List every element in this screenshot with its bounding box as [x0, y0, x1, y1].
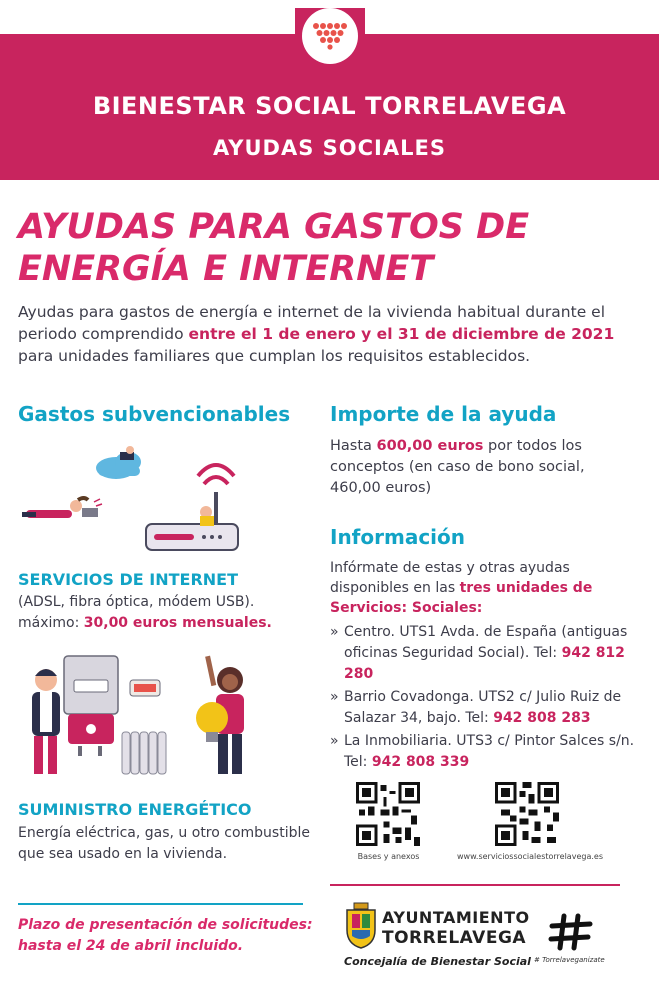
- intro-text-2: para unidades familiares que cumplan los requisitos establecidos.: [18, 347, 531, 365]
- cloud-icon: [96, 446, 141, 479]
- radiator-icon: [122, 732, 166, 774]
- qr-code-icon[interactable]: [495, 782, 559, 846]
- deadline-line1: Plazo de presentación de solicitudes:: [18, 917, 313, 933]
- office-list: [330, 622, 650, 775]
- deadline-line2: hasta el 24 de abril incluido.: [18, 938, 244, 954]
- header-title: BIENESTAR SOCIAL TORRELAVEGA: [92, 92, 567, 120]
- importe-heading: Importe de la ayuda: [330, 402, 557, 426]
- gastos-heading: Gastos subvencionables: [18, 402, 291, 426]
- header-subtitle: AYUDAS SOCIALES: [213, 136, 446, 160]
- shield-icon: [344, 902, 378, 950]
- main-title: [18, 206, 578, 290]
- intro-highlight: entre el 1 de enero y el 31 de diciembre de 2021: [188, 325, 615, 343]
- torrelavega-label: TORRELAVEGA: [382, 928, 527, 948]
- internet-max-value: 30,00 euros mensuales.: [83, 615, 272, 631]
- energy-text: Energía eléctrica, gas, u otro combustible que sea usado en la vivienda.: [18, 825, 310, 862]
- internet-illustration: [18, 440, 248, 560]
- internet-text: (ADSL, fibra óptica, módem USB).: [18, 594, 255, 610]
- ayuntamiento-label: AYUNTAMIENTO: [382, 908, 530, 927]
- man-icon: [32, 669, 60, 774]
- energy-illustration: [18, 650, 258, 780]
- main-title-line2: ENERGÍA E INTERNET: [18, 249, 434, 289]
- importe-text: [330, 436, 630, 499]
- energy-heading: SUMINISTRO ENERGÉTICO: [18, 800, 252, 819]
- office-text: La Inmobiliaria. UTS3 c/ Pintor Salces s/n. Tel:: [344, 733, 635, 770]
- qr-caption-bases: Bases y anexos: [357, 852, 420, 861]
- intro-text-1: Ayudas para gastos de energía e internet de la vivienda habitual durante el periodo comprendido: [18, 303, 605, 343]
- office-text: Centro. UTS1 Avda. de España (antiguas oficinas Seguridad Social). Tel:: [344, 624, 628, 661]
- deadline-block: [18, 915, 318, 957]
- office-phone[interactable]: 942 808 283: [493, 710, 591, 726]
- internet-heading: SERVICIOS DE INTERNET: [18, 570, 239, 589]
- importe-text-1: Hasta: [330, 438, 377, 454]
- internet-description: [18, 592, 318, 634]
- heater-icon: [130, 680, 160, 696]
- bullet-mark: »: [330, 733, 339, 749]
- main-title-line1: AYUDAS PARA GASTOS DE: [18, 207, 530, 247]
- bullet-mark: »: [330, 624, 339, 640]
- router-icon: [146, 465, 238, 550]
- importe-text-2: por todos los conceptos (en caso de bono social, 460,00 euros): [330, 438, 585, 496]
- hashtag-icon: [548, 912, 594, 952]
- office-text: Barrio Covadonga. UTS2 c/ Julio Ruiz de Salazar 34, bajo. Tel:: [344, 689, 622, 726]
- importe-highlight: 600,00 euros: [376, 438, 484, 454]
- footer-divider: [330, 884, 620, 886]
- info-text-1: Infórmate de estas y otras ayudas disponibles en las: [330, 560, 570, 596]
- info-heading: Información: [330, 525, 466, 549]
- bullet-mark: »: [330, 689, 339, 705]
- list-item: [330, 687, 650, 729]
- internet-max-label: máximo:: [18, 615, 84, 631]
- office-phone[interactable]: 942 808 339: [371, 754, 470, 770]
- divider-line: [18, 903, 303, 905]
- qr-code-icon[interactable]: [356, 782, 420, 846]
- concejalia-label: Concejalía de Bienestar Social: [344, 955, 531, 968]
- logo-dots-icon: [312, 22, 348, 50]
- office-phone[interactable]: 942 812 280: [344, 645, 625, 682]
- boiler-icon: [64, 656, 118, 756]
- info-highlight: tres unidades de Servicios: Sociales:: [330, 580, 593, 616]
- info-text: [330, 558, 630, 618]
- internet-max: [18, 613, 318, 634]
- intro-paragraph: [18, 301, 638, 367]
- hashtag-label: # Torrelaveganizate: [534, 956, 605, 964]
- list-item: [330, 731, 650, 773]
- person-laptop-icon: [22, 498, 102, 518]
- list-item: [330, 622, 650, 685]
- qr-caption-url[interactable]: www.serviciossocialestorrelavega.es: [457, 852, 603, 861]
- lightbulb-icon: [196, 656, 244, 774]
